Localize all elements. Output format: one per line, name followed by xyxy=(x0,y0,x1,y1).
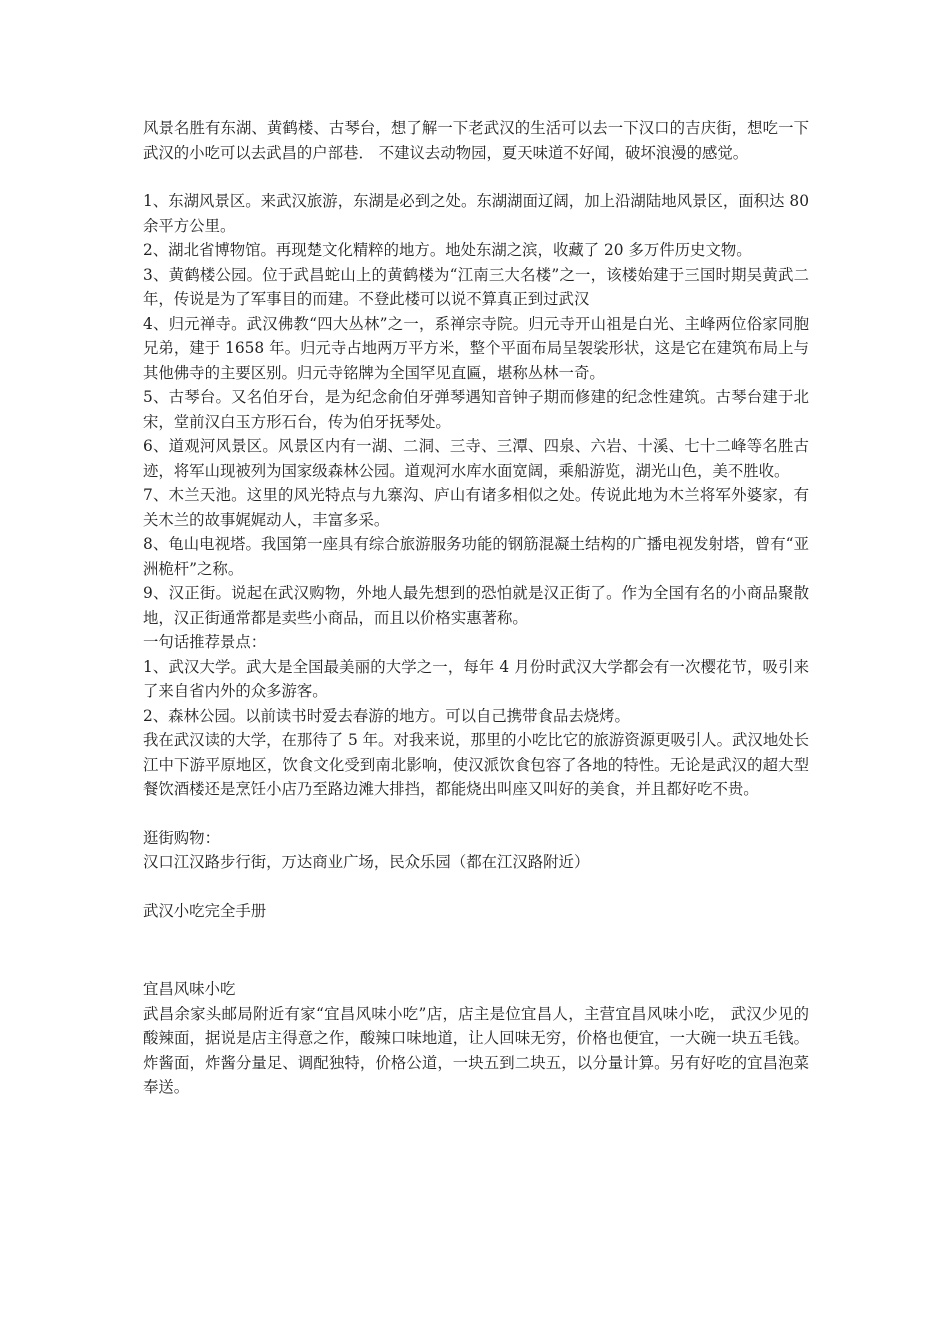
spacer xyxy=(143,923,809,977)
spacer xyxy=(143,802,809,826)
spot-item-1: 1、东湖风景区。来武汉旅游，东湖是必到之处。东湖湖面辽阔，加上沿湖陆地风景区，面积达 80 余平方公里。 xyxy=(143,192,809,235)
spot-item-2: 2、湖北省博物馆。再现楚文化精粹的地方。地处东湖之滨，收藏了 20 多万件历史文物。 xyxy=(143,241,752,259)
intro-paragraph: 风景名胜有东湖、黄鹤楼、古琴台，想了解一下老武汉的生活可以去一下汉口的吉庆街，想吃一下武汉的小吃可以去武昌的户部巷． 不建议去动物园，夏天味道不好闻，破坏浪漫的感觉。 xyxy=(143,119,809,162)
spot-item-8: 8、龟山电视塔。我国第一座具有综合旅游服务功能的钢筋混凝土结构的广播电视发射塔，曾有“亚洲桅杆”之称。 xyxy=(143,535,809,578)
recommend-item-1: 1、武汉大学。武大是全国最美丽的大学之一，每年 4 月份时武汉大学都会有一次樱花节，吸引来了来自省内外的众多游客。 xyxy=(143,657,809,700)
shopping-paragraph: 汉口江汉路步行街，万达商业广场，民众乐园（都在江汉路附近） xyxy=(143,853,590,871)
yichang-heading: 宜昌风味小吃 xyxy=(143,980,236,998)
spot-item-4: 4、归元禅寺。武汉佛教“四大丛林”之一，系禅宗寺院。归元寺开山祖是白光、主峰两位俗家同胞兄弟，建于 1658 年。归元寺占地两万平方米，整个平面布局呈袈裟形状，这是它在建筑布局上与其他佛寺的主要区别。归元寺铭牌为全国罕见直匾，堪称丛林一奇。 xyxy=(143,314,809,382)
spot-item-9: 9、汉正街。说起在武汉购物，外地人最先想到的恐怕就是汉正街了。作为全国有名的小商品聚散地，汉正街通常都是卖些小商品，而且以价格实惠著称。 xyxy=(143,584,809,627)
spot-item-6: 6、道观河风景区。风景区内有一湖、二洞、三寺、三潭、四泉、六岩、十溪、七十二峰等名胜古迹，将军山现被列为国家级森林公园。道观河水库水面宽阔，乘船游览，湖光山色，美不胜收。 xyxy=(143,437,809,480)
food-intro-paragraph: 我在武汉读的大学，在那待了 5 年。对我来说，那里的小吃比它的旅游资源更吸引人。武汉地处长江中下游平原地区，饮食文化受到南北影响，使汉派饮食包容了各地的特性。无论是武汉的超大型餐饮酒楼还是烹饪小店乃至路边滩大排挡，都能烧出叫座又叫好的美食，并且都好吃不贵。 xyxy=(143,731,809,798)
spot-item-3: 3、黄鹤楼公园。位于武昌蛇山上的黄鹤楼为“江南三大名楼”之一，该楼始建于三国时期吴黄武二年，传说是为了军事目的而建。不登此楼可以说不算真正到过武汉 xyxy=(143,265,809,308)
yichang-paragraph: 武昌余家头邮局附近有家“宜昌风味小吃”店，店主是位宜昌人，主营宜昌风味小吃， 武汉少见的酸辣面，据说是店主得意之作，酸辣口味地道，让人回味无穷，价格也便宜，一大碗一块五毛钱。炸酱面，炸酱分量足、调配独特，价格公道，一块五到二块五，以分量计算。另有好吃的宜昌泡菜奉送。 xyxy=(143,1004,809,1096)
spot-item-5: 5、古琴台。又名伯牙台，是为纪念俞伯牙弹琴遇知音钟子期而修建的纪念性建筑。古琴台建于北宋，堂前汉白玉方形石台，传为伯牙抚琴处。 xyxy=(143,388,809,431)
snack-guide-title: 武汉小吃完全手册 xyxy=(143,901,267,920)
spacer xyxy=(143,165,809,189)
recommend-heading: 一句话推荐景点： xyxy=(143,633,267,651)
spot-item-7: 7、木兰天池。这里的风光特点与九寨沟、庐山有诸多相似之处。传说此地为木兰将军外婆家，有关木兰的故事娓娓动人，丰富多采。 xyxy=(143,486,809,529)
shopping-heading: 逛街购物： xyxy=(143,828,220,847)
spacer xyxy=(143,875,809,899)
document-body xyxy=(143,116,809,1100)
recommend-item-2: 2、森林公园。以前读书时爱去春游的地方。可以自己携带食品去烧烤。 xyxy=(143,706,630,725)
